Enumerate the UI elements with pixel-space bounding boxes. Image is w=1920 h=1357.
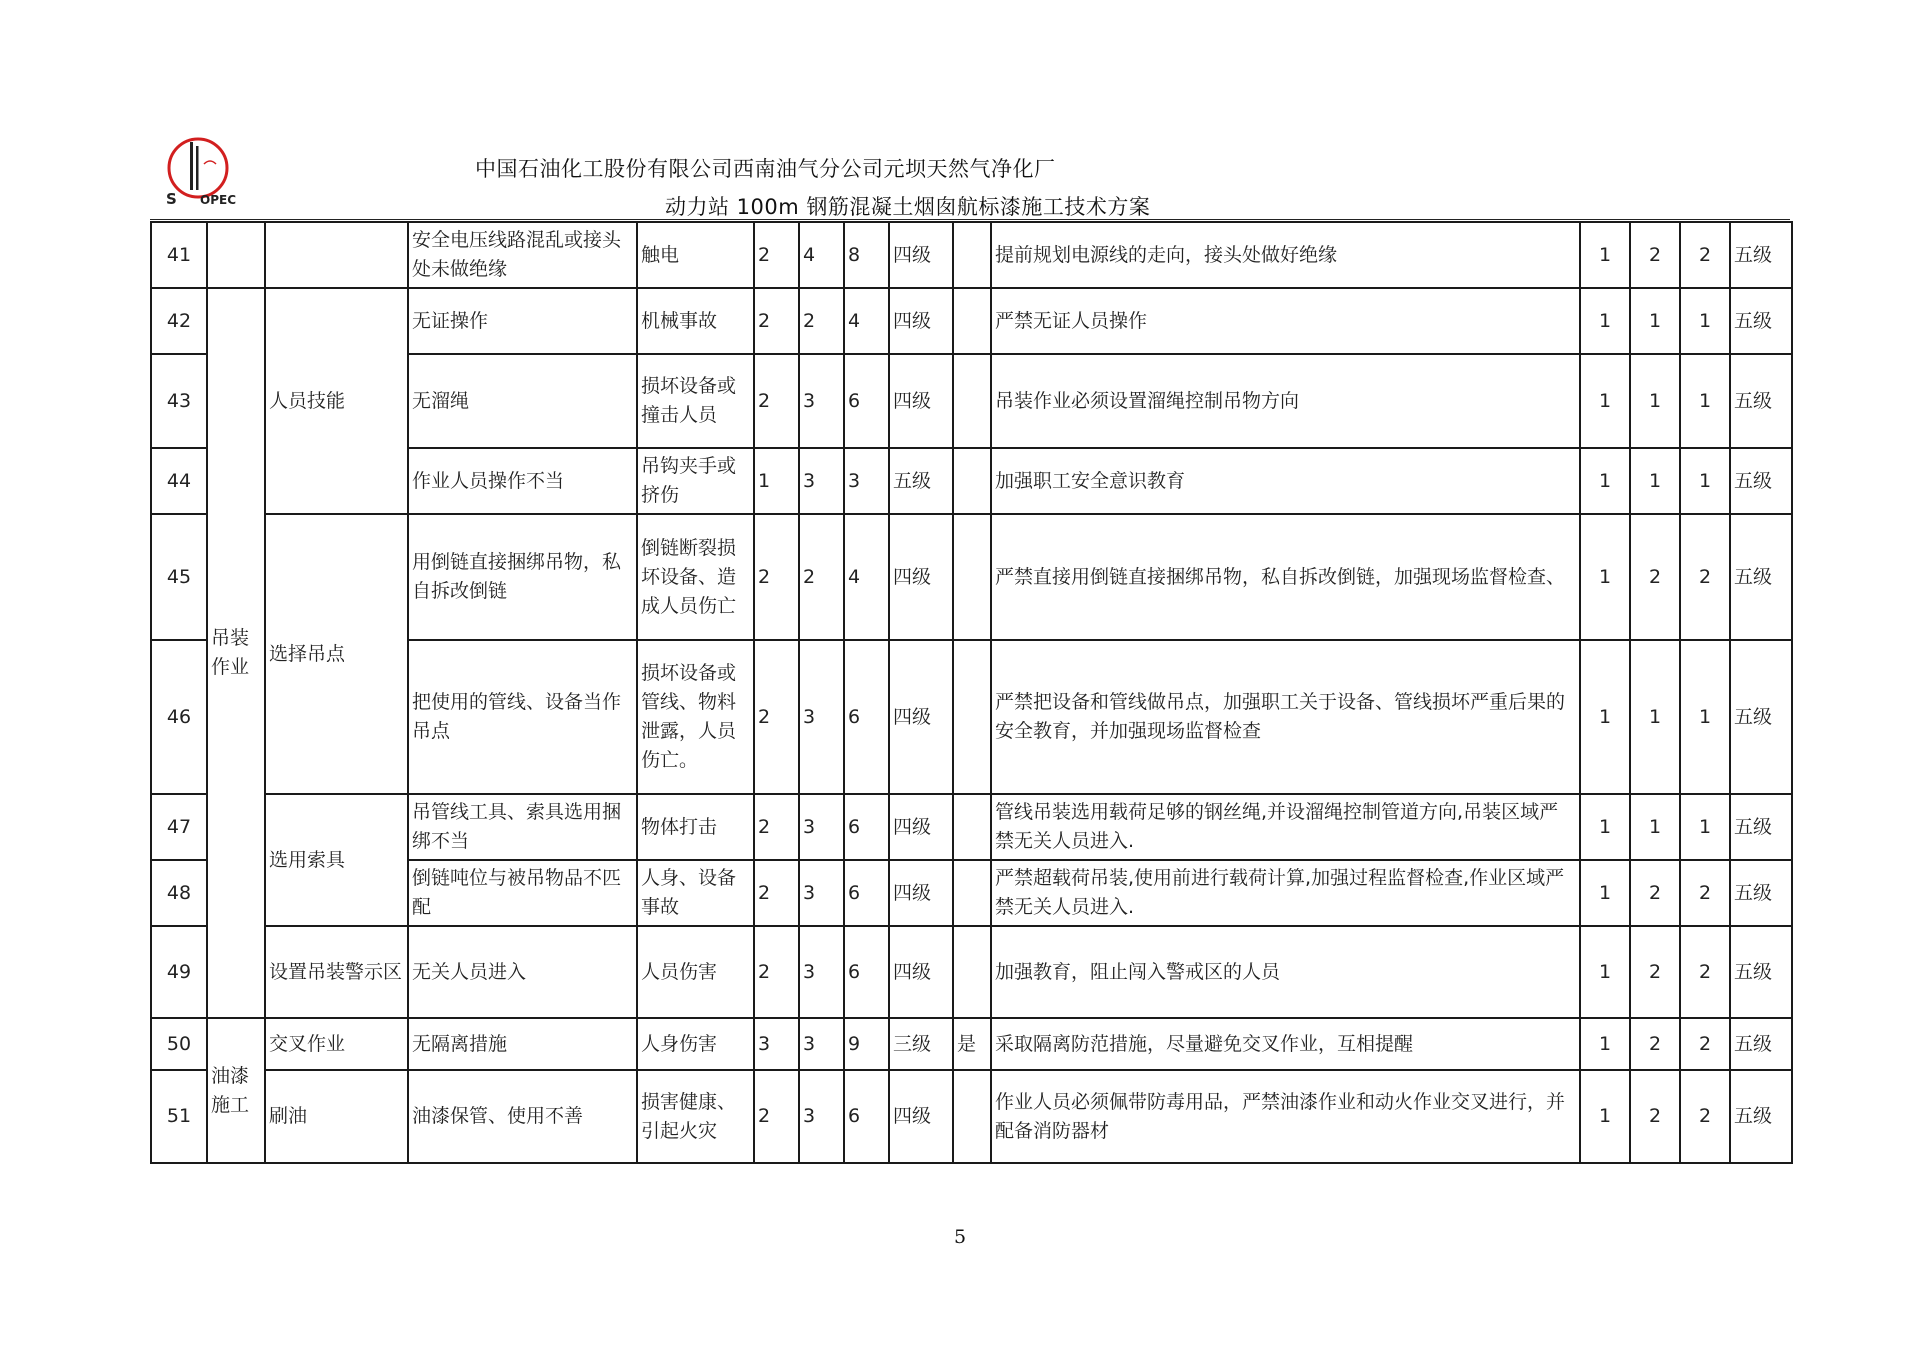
- level-cell: 四级: [889, 640, 953, 794]
- r2-cell: 1: [1680, 794, 1730, 860]
- work-group-cell: 吊装作业: [207, 288, 265, 1018]
- table-row: [151, 1018, 1792, 1070]
- r-cell: 3: [844, 448, 889, 514]
- table-row: [151, 514, 1792, 640]
- level-cell: 四级: [889, 222, 953, 288]
- sinopec-logo: [160, 134, 236, 210]
- level2-cell: 五级: [1730, 1070, 1792, 1163]
- work-step-cell: [265, 222, 408, 288]
- work-group-cell: 油漆施工: [207, 1018, 265, 1163]
- e2-cell: 2: [1630, 860, 1680, 926]
- e2-cell: 2: [1630, 1018, 1680, 1070]
- l2-cell: 1: [1580, 1018, 1630, 1070]
- l2-cell: 1: [1580, 640, 1630, 794]
- measure-cell: 吊装作业必须设置溜绳控制吊物方向: [991, 354, 1580, 448]
- level-cell: 四级: [889, 288, 953, 354]
- work-step-cell: 人员技能: [265, 288, 408, 514]
- r2-cell: 1: [1680, 448, 1730, 514]
- e-cell: 4: [799, 222, 844, 288]
- l2-cell: 1: [1580, 222, 1630, 288]
- r2-cell: 2: [1680, 514, 1730, 640]
- level-cell: 四级: [889, 514, 953, 640]
- l2-cell: 1: [1580, 448, 1630, 514]
- e-cell: 3: [799, 1070, 844, 1163]
- e-cell: 3: [799, 794, 844, 860]
- r-cell: 4: [844, 514, 889, 640]
- l2-cell: 1: [1580, 860, 1630, 926]
- r2-cell: 1: [1680, 288, 1730, 354]
- l-cell: 1: [754, 448, 799, 514]
- level2-cell: 五级: [1730, 794, 1792, 860]
- r2-cell: 1: [1680, 640, 1730, 794]
- hazard-cell: 作业人员操作不当: [408, 448, 637, 514]
- table-row: [151, 288, 1792, 354]
- row-number: 49: [151, 926, 207, 1018]
- l-cell: 2: [754, 288, 799, 354]
- e2-cell: 2: [1630, 926, 1680, 1018]
- l-cell: 2: [754, 860, 799, 926]
- e2-cell: 1: [1630, 354, 1680, 448]
- level-cell: 四级: [889, 794, 953, 860]
- e-cell: 3: [799, 860, 844, 926]
- r2-cell: 2: [1680, 1018, 1730, 1070]
- document-title: 动力站 100m 钢筋混凝土烟囱航标漆施工技术方案: [665, 195, 1151, 219]
- major-cell: [953, 354, 991, 448]
- row-number: 51: [151, 1070, 207, 1163]
- e-cell: 3: [799, 1018, 844, 1070]
- row-number: 43: [151, 354, 207, 448]
- l-cell: 2: [754, 640, 799, 794]
- work-step-cell: 选用索具: [265, 794, 408, 926]
- level2-cell: 五级: [1730, 1018, 1792, 1070]
- e-cell: 2: [799, 288, 844, 354]
- level2-cell: 五级: [1730, 860, 1792, 926]
- hazard-cell: 用倒链直接捆绑吊物，私自拆改倒链: [408, 514, 637, 640]
- level-cell: 五级: [889, 448, 953, 514]
- work-step-cell: 交叉作业: [265, 1018, 408, 1070]
- r2-cell: 1: [1680, 354, 1730, 448]
- level-cell: 四级: [889, 860, 953, 926]
- level-cell: 三级: [889, 1018, 953, 1070]
- level2-cell: 五级: [1730, 514, 1792, 640]
- consequence-cell: 物体打击: [637, 794, 754, 860]
- e2-cell: 2: [1630, 222, 1680, 288]
- major-cell: [953, 222, 991, 288]
- measure-cell: 严禁超载荷吊装,使用前进行载荷计算,加强过程监督检查,作业区域严禁无关人员进入.: [991, 860, 1580, 926]
- work-group-cell: [207, 222, 265, 288]
- r-cell: 9: [844, 1018, 889, 1070]
- level2-cell: 五级: [1730, 354, 1792, 448]
- e-cell: 3: [799, 640, 844, 794]
- r-cell: 6: [844, 794, 889, 860]
- e2-cell: 2: [1630, 1070, 1680, 1163]
- svg-text:OPEC: OPEC: [200, 193, 236, 207]
- major-cell: [953, 926, 991, 1018]
- l-cell: 2: [754, 794, 799, 860]
- consequence-cell: 人身伤害: [637, 1018, 754, 1070]
- r2-cell: 2: [1680, 860, 1730, 926]
- l2-cell: 1: [1580, 514, 1630, 640]
- level2-cell: 五级: [1730, 222, 1792, 288]
- r2-cell: 2: [1680, 1070, 1730, 1163]
- l2-cell: 1: [1580, 794, 1630, 860]
- measure-cell: 管线吊装选用载荷足够的钢丝绳,并设溜绳控制管道方向,吊装区域严禁无关人员进入.: [991, 794, 1580, 860]
- l-cell: 2: [754, 354, 799, 448]
- work-step-cell: 刷油: [265, 1070, 408, 1163]
- consequence-cell: 损害健康、引起火灾: [637, 1070, 754, 1163]
- major-cell: [953, 514, 991, 640]
- major-cell: 是: [953, 1018, 991, 1070]
- l-cell: 3: [754, 1018, 799, 1070]
- measure-cell: 加强职工安全意识教育: [991, 448, 1580, 514]
- consequence-cell: 人员伤害: [637, 926, 754, 1018]
- e2-cell: 2: [1630, 514, 1680, 640]
- table-row: [151, 794, 1792, 860]
- major-cell: [953, 448, 991, 514]
- level-cell: 四级: [889, 354, 953, 448]
- consequence-cell: 损坏设备或撞击人员: [637, 354, 754, 448]
- e-cell: 3: [799, 926, 844, 1018]
- hazard-cell: 油漆保管、使用不善: [408, 1070, 637, 1163]
- major-cell: [953, 640, 991, 794]
- hazard-cell: 吊管线工具、索具选用捆绑不当: [408, 794, 637, 860]
- hazard-cell: 无隔离措施: [408, 1018, 637, 1070]
- table-row: [151, 926, 1792, 1018]
- row-number: 44: [151, 448, 207, 514]
- hazard-cell: 无关人员进入: [408, 926, 637, 1018]
- l-cell: 2: [754, 222, 799, 288]
- e2-cell: 1: [1630, 448, 1680, 514]
- hazard-cell: 安全电压线路混乱或接头处未做绝缘: [408, 222, 637, 288]
- e-cell: 3: [799, 354, 844, 448]
- page-number: 5: [953, 1226, 967, 1248]
- measure-cell: 提前规划电源线的走向，接头处做好绝缘: [991, 222, 1580, 288]
- r-cell: 4: [844, 288, 889, 354]
- r-cell: 6: [844, 860, 889, 926]
- consequence-cell: 机械事故: [637, 288, 754, 354]
- svg-text:S: S: [166, 190, 177, 208]
- row-number: 50: [151, 1018, 207, 1070]
- r-cell: 6: [844, 926, 889, 1018]
- measure-cell: 作业人员必须佩带防毒用品，严禁油漆作业和动火作业交叉进行，并配备消防器材: [991, 1070, 1580, 1163]
- row-number: 46: [151, 640, 207, 794]
- level2-cell: 五级: [1730, 288, 1792, 354]
- measure-cell: 严禁无证人员操作: [991, 288, 1580, 354]
- major-cell: [953, 1070, 991, 1163]
- major-cell: [953, 794, 991, 860]
- e2-cell: 1: [1630, 640, 1680, 794]
- r-cell: 8: [844, 222, 889, 288]
- level2-cell: 五级: [1730, 640, 1792, 794]
- l2-cell: 1: [1580, 926, 1630, 1018]
- table-row: [151, 1070, 1792, 1163]
- r-cell: 6: [844, 354, 889, 448]
- consequence-cell: 人身、设备事故: [637, 860, 754, 926]
- level-cell: 四级: [889, 926, 953, 1018]
- consequence-cell: 倒链断裂损坏设备、造成人员伤亡: [637, 514, 754, 640]
- consequence-cell: 吊钩夹手或挤伤: [637, 448, 754, 514]
- e2-cell: 1: [1630, 794, 1680, 860]
- l2-cell: 1: [1580, 354, 1630, 448]
- company-header: 中国石油化工股份有限公司西南油气分公司元坝天然气净化厂: [475, 157, 1056, 181]
- measure-cell: 加强教育，阻止闯入警戒区的人员: [991, 926, 1580, 1018]
- table-row: [151, 222, 1792, 288]
- work-step-cell: 设置吊装警示区: [265, 926, 408, 1018]
- row-number: 47: [151, 794, 207, 860]
- hazard-cell: 倒链吨位与被吊物品不匹配: [408, 860, 637, 926]
- measure-cell: 严禁直接用倒链直接捆绑吊物，私自拆改倒链，加强现场监督检查、: [991, 514, 1580, 640]
- l-cell: 2: [754, 1070, 799, 1163]
- l-cell: 2: [754, 514, 799, 640]
- row-number: 41: [151, 222, 207, 288]
- major-cell: [953, 288, 991, 354]
- level2-cell: 五级: [1730, 448, 1792, 514]
- measure-cell: 采取隔离防范措施，尽量避免交叉作业，互相提醒: [991, 1018, 1580, 1070]
- e-cell: 2: [799, 514, 844, 640]
- consequence-cell: 触电: [637, 222, 754, 288]
- e2-cell: 1: [1630, 288, 1680, 354]
- hazard-cell: 无溜绳: [408, 354, 637, 448]
- consequence-cell: 损坏设备或管线、物料泄露，人员伤亡。: [637, 640, 754, 794]
- r2-cell: 2: [1680, 926, 1730, 1018]
- l-cell: 2: [754, 926, 799, 1018]
- row-number: 45: [151, 514, 207, 640]
- e-cell: 3: [799, 448, 844, 514]
- row-number: 42: [151, 288, 207, 354]
- hazard-cell: 无证操作: [408, 288, 637, 354]
- level-cell: 四级: [889, 1070, 953, 1163]
- r-cell: 6: [844, 640, 889, 794]
- measure-cell: 严禁把设备和管线做吊点，加强职工关于设备、管线损坏严重后果的安全教育，并加强现场监督检查: [991, 640, 1580, 794]
- r-cell: 6: [844, 1070, 889, 1163]
- r2-cell: 2: [1680, 222, 1730, 288]
- l2-cell: 1: [1580, 288, 1630, 354]
- level2-cell: 五级: [1730, 926, 1792, 1018]
- row-number: 48: [151, 860, 207, 926]
- risk-assessment-table: [150, 221, 1793, 1164]
- work-step-cell: 选择吊点: [265, 514, 408, 794]
- major-cell: [953, 860, 991, 926]
- hazard-cell: 把使用的管线、设备当作吊点: [408, 640, 637, 794]
- header-rule: [150, 219, 1790, 220]
- l2-cell: 1: [1580, 1070, 1630, 1163]
